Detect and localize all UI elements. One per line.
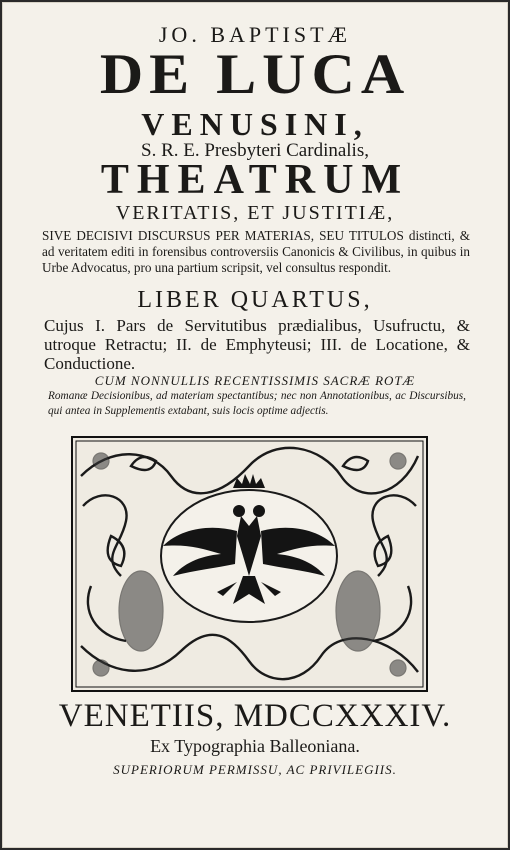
imprint-permission: SUPERIORUM PERMISSU, AC PRIVILEGIIS.: [113, 762, 397, 777]
addition-heading: CUM NONNULLIS RECENTISSIMIS SACRÆ ROTÆ: [94, 373, 416, 388]
author-rank: S. R. E. Presbyteri Cardinalis,: [141, 140, 369, 161]
author-name: DE LUCA: [99, 42, 411, 106]
addition-text: Romanæ Decisionibus, ad materiam spectantibus; nec non Annotationibus, ac Discursibus, qui antea in Supplementis extabant, suis locis optime adjectis.: [48, 390, 466, 417]
printers-device-ornament: [71, 436, 428, 692]
work-title: THEATRUM: [100, 157, 410, 203]
book-number: LIBER QUARTUS,: [137, 287, 373, 313]
description-text: SIVE DECISIVI DISCURSUS PER MATERIAS, SEU TITULOS distincti, & ad veritatem editi in forensibus controversiis Canonicis & Civilibus, in quibus in Urbe Advocatus, pro una partium scripsit, vel consultus respondit.: [42, 228, 470, 275]
title-page: [2, 2, 508, 848]
contents-text: Cujus I. Pars de Servitutibus prædialibus, Usufructu, & utroque Retractu; II. de Emphyteusi; III. de Locatione, & Conductione.: [44, 316, 470, 373]
imprint-printer: Ex Typographia Balleoniana.: [150, 736, 360, 756]
author-prefix: JO. BAPTISTÆ: [158, 22, 352, 47]
author-origin: VENUSINI,: [141, 106, 369, 142]
work-subtitle: VERITATIS, ET JUSTITIÆ,: [115, 202, 395, 224]
imprint-place-date: VENETIIS, MDCCXXXIV.: [58, 698, 452, 734]
